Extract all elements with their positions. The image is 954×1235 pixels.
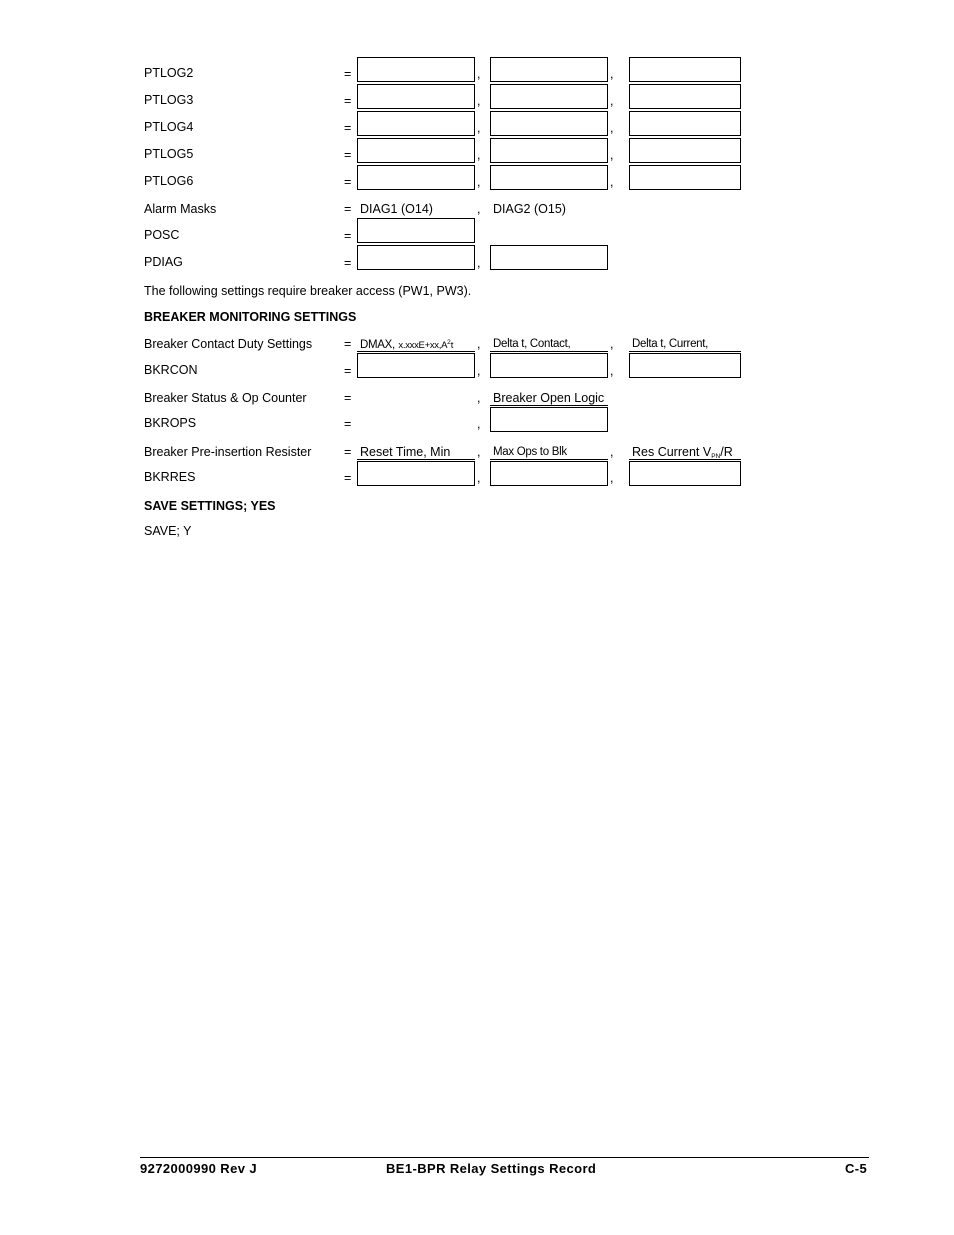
bkrcon-field-3[interactable] bbox=[629, 353, 741, 378]
ptlog-equals: = bbox=[344, 67, 352, 81]
bkrres-comma-1: , bbox=[477, 471, 481, 485]
save-command: SAVE; Y bbox=[144, 524, 192, 538]
contact-duty-col2: Delta t, Contact, bbox=[493, 338, 571, 350]
ptlog-equals: = bbox=[344, 121, 352, 135]
preinsertion-comma-2: , bbox=[610, 445, 614, 459]
ptlog-field-2[interactable] bbox=[490, 57, 608, 82]
alarm-diag2: DIAG2 (O15) bbox=[493, 202, 566, 216]
alarm-comma: , bbox=[477, 202, 481, 216]
ptlog-label: PTLOG2 bbox=[144, 66, 194, 80]
bkrcon-equals: = bbox=[344, 364, 352, 378]
ptlog-field-1[interactable] bbox=[357, 84, 475, 109]
contact-duty-underline-3 bbox=[629, 351, 741, 352]
status-op-underline bbox=[490, 405, 608, 406]
contact-duty-comma-2: , bbox=[610, 337, 614, 351]
ptlog-field-3[interactable] bbox=[629, 111, 741, 136]
preinsertion-underline-3 bbox=[629, 459, 741, 460]
contact-duty-comma-1: , bbox=[477, 337, 481, 351]
ptlog-field-2[interactable] bbox=[490, 111, 608, 136]
dmax-text: DMAX, bbox=[360, 339, 395, 351]
ptlog-field-3[interactable] bbox=[629, 165, 741, 190]
status-op-label: Breaker Status & Op Counter bbox=[144, 391, 307, 405]
status-op-col2: Breaker Open Logic bbox=[493, 391, 605, 405]
bkrres-equals: = bbox=[344, 471, 352, 485]
breaker-monitoring-heading: BREAKER MONITORING SETTINGS bbox=[144, 310, 357, 324]
preinsertion-col3 bbox=[632, 445, 733, 460]
ptlog-field-3[interactable] bbox=[629, 138, 741, 163]
posc-label: POSC bbox=[144, 228, 180, 242]
ptlog-comma-1: , bbox=[477, 67, 481, 81]
ptlog-comma-2: , bbox=[610, 148, 614, 162]
ptlog-field-1[interactable] bbox=[357, 138, 475, 163]
status-op-equals: = bbox=[344, 391, 352, 405]
bkrops-label: BKROPS bbox=[144, 416, 197, 430]
contact-duty-label: Breaker Contact Duty Settings bbox=[144, 337, 313, 351]
footer-title: BE1-BPR Relay Settings Record bbox=[386, 1161, 597, 1176]
save-settings-heading: SAVE SETTINGS; YES bbox=[144, 499, 276, 513]
preinsertion-label: Breaker Pre-insertion Resister bbox=[144, 445, 312, 459]
footer-rule bbox=[140, 1157, 869, 1158]
dmax-format: x.xxxE+xx,A bbox=[398, 340, 448, 351]
contact-duty-col3: Delta t, Current, bbox=[632, 338, 709, 350]
bkrcon-label: BKRCON bbox=[144, 363, 198, 377]
bkrops-comma: , bbox=[477, 417, 481, 431]
ptlog-label: PTLOG5 bbox=[144, 147, 194, 161]
res-current-r: /R bbox=[720, 445, 733, 459]
contact-duty-col1 bbox=[360, 337, 453, 351]
ptlog-field-1[interactable] bbox=[357, 111, 475, 136]
ptlog-comma-2: , bbox=[610, 121, 614, 135]
preinsertion-comma-1: , bbox=[477, 445, 481, 459]
ptlog-field-2[interactable] bbox=[490, 138, 608, 163]
ptlog-label: PTLOG3 bbox=[144, 93, 194, 107]
ptlog-field-3[interactable] bbox=[629, 84, 741, 109]
ptlog-equals: = bbox=[344, 175, 352, 189]
bkrops-equals: = bbox=[344, 417, 352, 431]
ptlog-field-2[interactable] bbox=[490, 84, 608, 109]
breaker-access-note: The following settings require breaker access (PW1, PW3). bbox=[144, 284, 472, 298]
pdiag-equals: = bbox=[344, 256, 352, 270]
ptlog-comma-2: , bbox=[610, 94, 614, 108]
bkrcon-field-1[interactable] bbox=[357, 353, 475, 378]
bkrcon-comma-1: , bbox=[477, 364, 481, 378]
bkrres-field-2[interactable] bbox=[490, 461, 608, 486]
ptlog-field-2[interactable] bbox=[490, 165, 608, 190]
pdiag-label: PDIAG bbox=[144, 255, 183, 269]
pdiag-comma: , bbox=[477, 256, 481, 270]
preinsertion-equals: = bbox=[344, 445, 352, 459]
contact-duty-equals: = bbox=[344, 337, 352, 351]
pdiag-field-1[interactable] bbox=[357, 245, 475, 270]
ptlog-equals: = bbox=[344, 94, 352, 108]
ptlog-label: PTLOG4 bbox=[144, 120, 194, 134]
alarm-masks-equals: = bbox=[344, 202, 352, 216]
ptlog-comma-2: , bbox=[610, 67, 614, 81]
ptlog-field-3[interactable] bbox=[629, 57, 741, 82]
dmax-format-t: t bbox=[450, 340, 454, 351]
ptlog-comma-1: , bbox=[477, 175, 481, 189]
bkrres-label: BKRRES bbox=[144, 470, 196, 484]
ptlog-field-1[interactable] bbox=[357, 165, 475, 190]
alarm-diag1: DIAG1 (O14) bbox=[360, 202, 433, 216]
ptlog-comma-2: , bbox=[610, 175, 614, 189]
footer-doc-number: 9272000990 Rev J bbox=[140, 1161, 258, 1176]
contact-duty-underline-2 bbox=[490, 351, 608, 352]
pdiag-field-2[interactable] bbox=[490, 245, 608, 270]
res-current-subscript: PN bbox=[711, 453, 721, 460]
status-op-comma: , bbox=[477, 391, 481, 405]
preinsertion-col1: Reset Time, Min bbox=[360, 445, 451, 459]
preinsertion-underline-2 bbox=[490, 459, 608, 460]
ptlog-field-1[interactable] bbox=[357, 57, 475, 82]
posc-equals: = bbox=[344, 229, 352, 243]
bkrcon-field-2[interactable] bbox=[490, 353, 608, 378]
bkrres-comma-2: , bbox=[610, 471, 614, 485]
posc-field[interactable] bbox=[357, 218, 475, 243]
bkrres-field-3[interactable] bbox=[629, 461, 741, 486]
ptlog-equals: = bbox=[344, 148, 352, 162]
contact-duty-underline-1 bbox=[357, 351, 475, 352]
ptlog-comma-1: , bbox=[477, 121, 481, 135]
alarm-masks-label: Alarm Masks bbox=[144, 202, 217, 216]
res-current-text: Res Current V bbox=[632, 445, 712, 459]
ptlog-label: PTLOG6 bbox=[144, 174, 194, 188]
bkrcon-comma-2: , bbox=[610, 364, 614, 378]
preinsertion-col2: Max Ops to Blk bbox=[493, 446, 567, 458]
dmax-superscript: 2 bbox=[447, 339, 451, 346]
ptlog-comma-1: , bbox=[477, 148, 481, 162]
footer-page-number: C-5 bbox=[845, 1161, 868, 1176]
bkrops-field[interactable] bbox=[490, 407, 608, 432]
bkrres-field-1[interactable] bbox=[357, 461, 475, 486]
preinsertion-underline-1 bbox=[357, 459, 475, 460]
ptlog-comma-1: , bbox=[477, 94, 481, 108]
